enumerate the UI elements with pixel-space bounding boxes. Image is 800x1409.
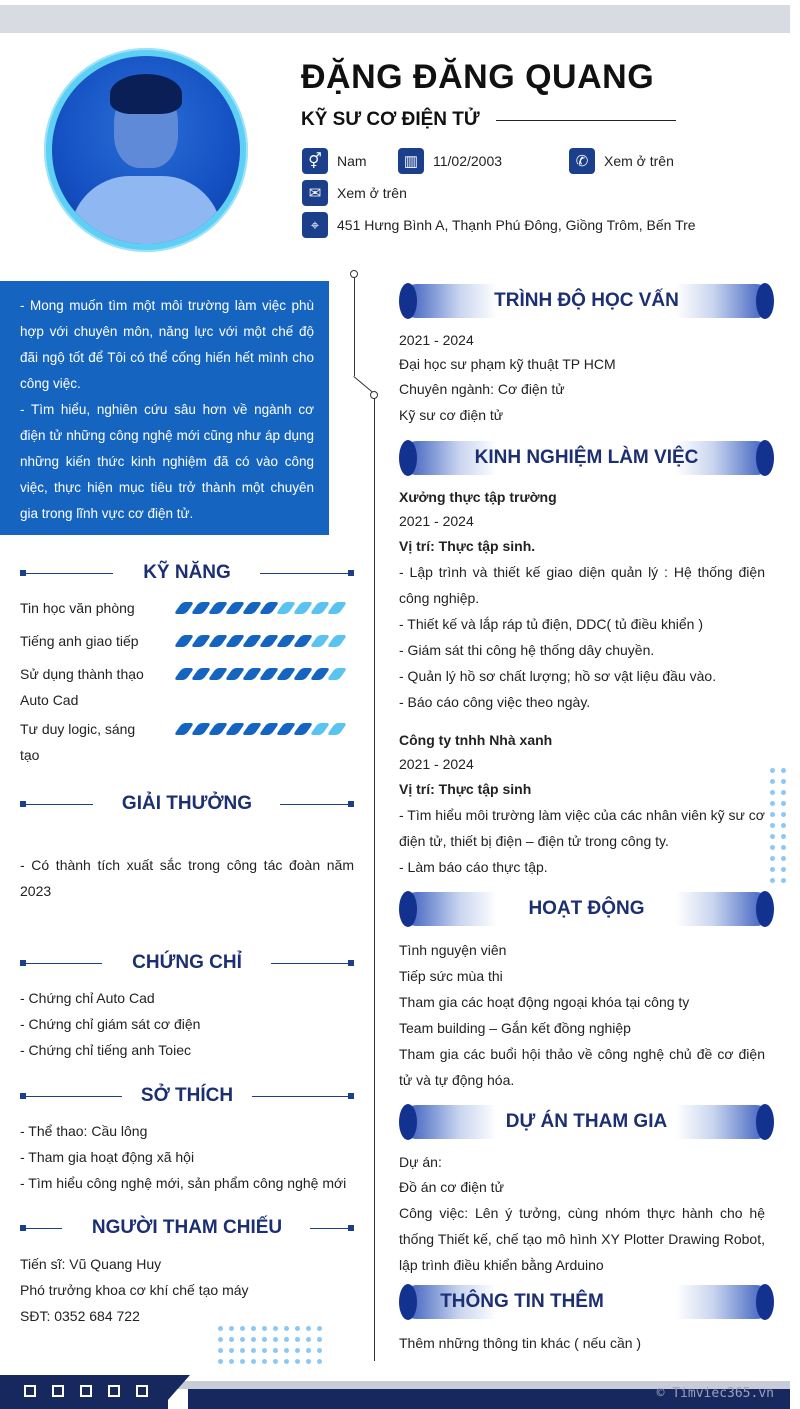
decor-dot [251,1337,256,1342]
decor-dot [770,856,775,861]
experience-period: 2021 - 2024 [399,756,474,772]
skill-name-3: Sử dụng thành thạo [20,666,144,682]
info-address [302,212,696,238]
gender-value: Nam [337,153,367,169]
skill-bar-3 [178,668,343,680]
activity-line: Team building – Gắn kết đồng nghiệp [399,1020,631,1036]
decor-dot [781,812,786,817]
decor-dot [273,1348,278,1353]
decor-dot [770,768,775,773]
info-gender [302,148,367,174]
footer-squares [24,1385,148,1397]
experience-task: - Lập trình và thiết kế giao diện quản lý : Hệ thống điện công nghiệp. [399,564,765,606]
decor-dot [229,1359,234,1364]
decor-dot [240,1348,245,1353]
decor-dot [284,1326,289,1331]
experience-company: Xưởng thực tập trường [399,489,557,505]
experience-position: Vị trí: Thực tập sinh [399,781,532,797]
decor-dot [781,790,786,795]
activity-line: Tham gia các buổi hội thảo về công nghệ chủ đề cơ điện tử và tự động hóa. [399,1046,765,1088]
project-line: Dự án: [399,1154,442,1170]
address-value: 451 Hưng Bình A, Thạnh Phú Đông, Giồng Trôm, Bến Tre [337,217,696,233]
education-line: Đại học sư phạm kỹ thuật TP HCM [399,356,616,372]
info-birthdate [398,148,502,174]
decor-dot [240,1337,245,1342]
education-heading: TRÌNH ĐỘ HỌC VẤN [400,284,773,318]
decor-dot [295,1359,300,1364]
education-line: Kỹ sư cơ điện tử [399,407,504,423]
activity-line: Tiếp sức mùa thi [399,968,503,984]
decor-dot [781,867,786,872]
hobby-item: - Thể thao: Cầu lông [20,1123,148,1139]
decor-dot [317,1326,322,1331]
decor-dot [262,1326,267,1331]
skill-bar-2 [178,635,343,647]
project-line: Đồ án cơ điện tử [399,1179,504,1195]
projects-heading: DỰ ÁN THAM GIA [400,1105,773,1139]
decor-dot [770,878,775,883]
decor-dot [781,801,786,806]
birthday-cake-icon: ▥ [398,148,424,174]
decor-dot [284,1348,289,1353]
experience-task: - Làm báo cáo thực tập. [399,859,548,875]
job-title: KỸ SƯ CƠ ĐIỆN TỬ [301,109,480,130]
decor-dot [770,823,775,828]
skill-segment [327,668,347,680]
objective-p2: - Tìm hiểu, nghiên cứu sâu hơn về ngành cơ điện tử những công nghệ mới cũng như áp dụng những kiến thức kinh nghiệm đã có vào công việc, thực hiện mục tiêu trở thành một chuyên gia trong lĩnh vực cơ điện tử. [20,402,314,521]
more-info-text: Thêm những thông tin khác ( nếu cần ) [399,1335,642,1351]
decor-dot [273,1359,278,1364]
decor-dot [306,1326,311,1331]
experience-period: 2021 - 2024 [399,513,474,529]
decor-dot [273,1337,278,1342]
decor-dot [770,867,775,872]
decor-dot [781,779,786,784]
decor-dot [781,834,786,839]
career-objective [0,281,329,535]
decor-dot [317,1359,322,1364]
activity-line: Tham gia các hoạt động ngoại khóa tại công ty [399,994,690,1010]
references-heading: NGƯỜI THAM CHIẾU [20,1218,354,1238]
decor-dot [770,790,775,795]
reference-item: Phó trưởng khoa cơ khí chế tạo máy [20,1282,249,1298]
skill-name-1: Tin học văn phòng [20,600,135,616]
timeline-dot-top [350,270,358,278]
awards-text: - Có thành tích xuất sắc trong công tác đoàn năm 2023 [20,857,354,899]
decor-dot [317,1337,322,1342]
birthdate-value: 11/02/2003 [433,153,503,169]
reference-item: Tiến sĩ: Vũ Quang Huy [20,1256,162,1272]
mail-icon: ✉ [302,180,328,206]
decor-dot [770,801,775,806]
decor-dot [306,1337,311,1342]
project-line: Công việc: Lên ý tưởng, cùng nhóm thực hành cho hệ thống Thiết kế, chế tạo mô hình XY Plotter Drawing Robot, lập trình điều khiển bằng Arduino [399,1205,765,1273]
decor-dot [781,768,786,773]
education-line: Chuyên ngành: Cơ điện tử [399,381,565,397]
experience-position: Vị trí: Thực tập sinh. [399,538,536,554]
footer-block-edge [160,1375,190,1409]
decor-dot [317,1348,322,1353]
title-divider [496,120,676,121]
certificates-heading: CHỨNG CHỈ [20,953,354,973]
certificate-item: - Chứng chỉ tiếng anh Toiec [20,1042,191,1058]
decor-dot [770,779,775,784]
skill-name-2: Tiếng anh giao tiếp [20,633,139,649]
decor-dot [295,1348,300,1353]
watermark: © Timviec365.vn [656,1386,774,1401]
decor-dot [229,1337,234,1342]
skill-segment [327,635,347,647]
candidate-name: ĐẶNG ĐĂNG QUANG [301,58,655,96]
decor-dot [781,878,786,883]
decor-dots [770,768,786,883]
decor-dot [284,1359,289,1364]
certificate-item: - Chứng chỉ giám sát cơ điện [20,1016,201,1032]
phone-icon: ✆ [569,148,595,174]
decor-dot [781,856,786,861]
experience-task: - Tìm hiểu môi trường làm việc của các nhân viên kỹ sư cơ điện tử, thiết bị điện – điện tử trong công ty. [399,807,765,849]
decor-dot [229,1326,234,1331]
hobbies-heading: SỞ THÍCH [20,1086,354,1106]
awards-heading: GIẢI THƯỞNG [20,794,354,814]
timeline-line [354,276,355,376]
decor-dot [251,1326,256,1331]
decor-dot [251,1359,256,1364]
decor-dot [770,834,775,839]
email-value: Xem ở trên [337,185,407,201]
decor-dot [295,1326,300,1331]
gender-icon: ⚥ [302,148,328,174]
hobby-item: - Tìm hiểu công nghệ mới, sản phẩm công nghệ mới [20,1175,347,1191]
decor-dot [218,1348,223,1353]
decor-dots [218,1326,322,1364]
decor-dot [273,1326,278,1331]
phone-value: Xem ở trên [604,153,674,169]
experience-task: - Quản lý hồ sơ chất lượng; hồ sơ vật liệu đầu vào. [399,668,717,684]
education-line: 2021 - 2024 [399,332,474,348]
decor-dot [218,1337,223,1342]
activity-line: Tình nguyện viên [399,942,507,958]
skills-heading: KỸ NĂNG [20,563,354,583]
experience-task: - Giám sát thi công hệ thống dây chuyền. [399,642,655,658]
activities-heading: HOẠT ĐỘNG [400,892,773,926]
decor-dot [770,812,775,817]
decor-dot [262,1359,267,1364]
objective-p1: - Mong muốn tìm một môi trường làm việc phù hợp với chuyên môn, năng lực với một chế độ đãi ngộ tốt để Tôi có thể cống hiến hết mình cho công việc. [20,298,314,391]
decor-dot [284,1337,289,1342]
decor-dot [218,1359,223,1364]
decor-dot [262,1348,267,1353]
skill-bar-1 [178,602,343,614]
decor-dot [781,845,786,850]
decor-dot [295,1337,300,1342]
experience-task: - Thiết kế và lắp ráp tủ điện, DDC( tủ điều khiển ) [399,616,704,632]
more-info-heading: THÔNG TIN THÊM [400,1285,773,1319]
decor-dot [218,1326,223,1331]
info-email [302,180,407,206]
decor-dot [306,1348,311,1353]
skill-name-3b: Auto Cad [20,692,79,708]
experience-company: Công ty tnhh Nhà xanh [399,732,553,748]
reference-item: SĐT: 0352 684 722 [20,1308,140,1324]
experience-task: - Báo cáo công việc theo ngày. [399,694,591,710]
hobby-item: - Tham gia hoạt động xã hội [20,1149,195,1165]
top-band [0,5,790,33]
decor-dot [781,823,786,828]
location-pin-icon: ⌖ [302,212,328,238]
decor-dot [229,1348,234,1353]
decor-dot [240,1326,245,1331]
skill-name-4b: tạo [20,747,40,763]
skill-segment [327,602,347,614]
timeline-dot-mid [370,391,378,399]
decor-dot [770,845,775,850]
decor-dot [306,1359,311,1364]
decor-dot [240,1359,245,1364]
skill-bar-4 [178,723,343,735]
info-phone [569,148,674,174]
timeline-line-main [374,396,375,1361]
decor-dot [262,1337,267,1342]
avatar [52,56,240,244]
experience-heading: KINH NGHIỆM LÀM VIỆC [400,441,773,475]
certificate-item: - Chứng chỉ Auto Cad [20,990,155,1006]
decor-dot [251,1348,256,1353]
skill-name-4: Tư duy logic, sáng [20,721,136,737]
skill-segment [327,723,347,735]
